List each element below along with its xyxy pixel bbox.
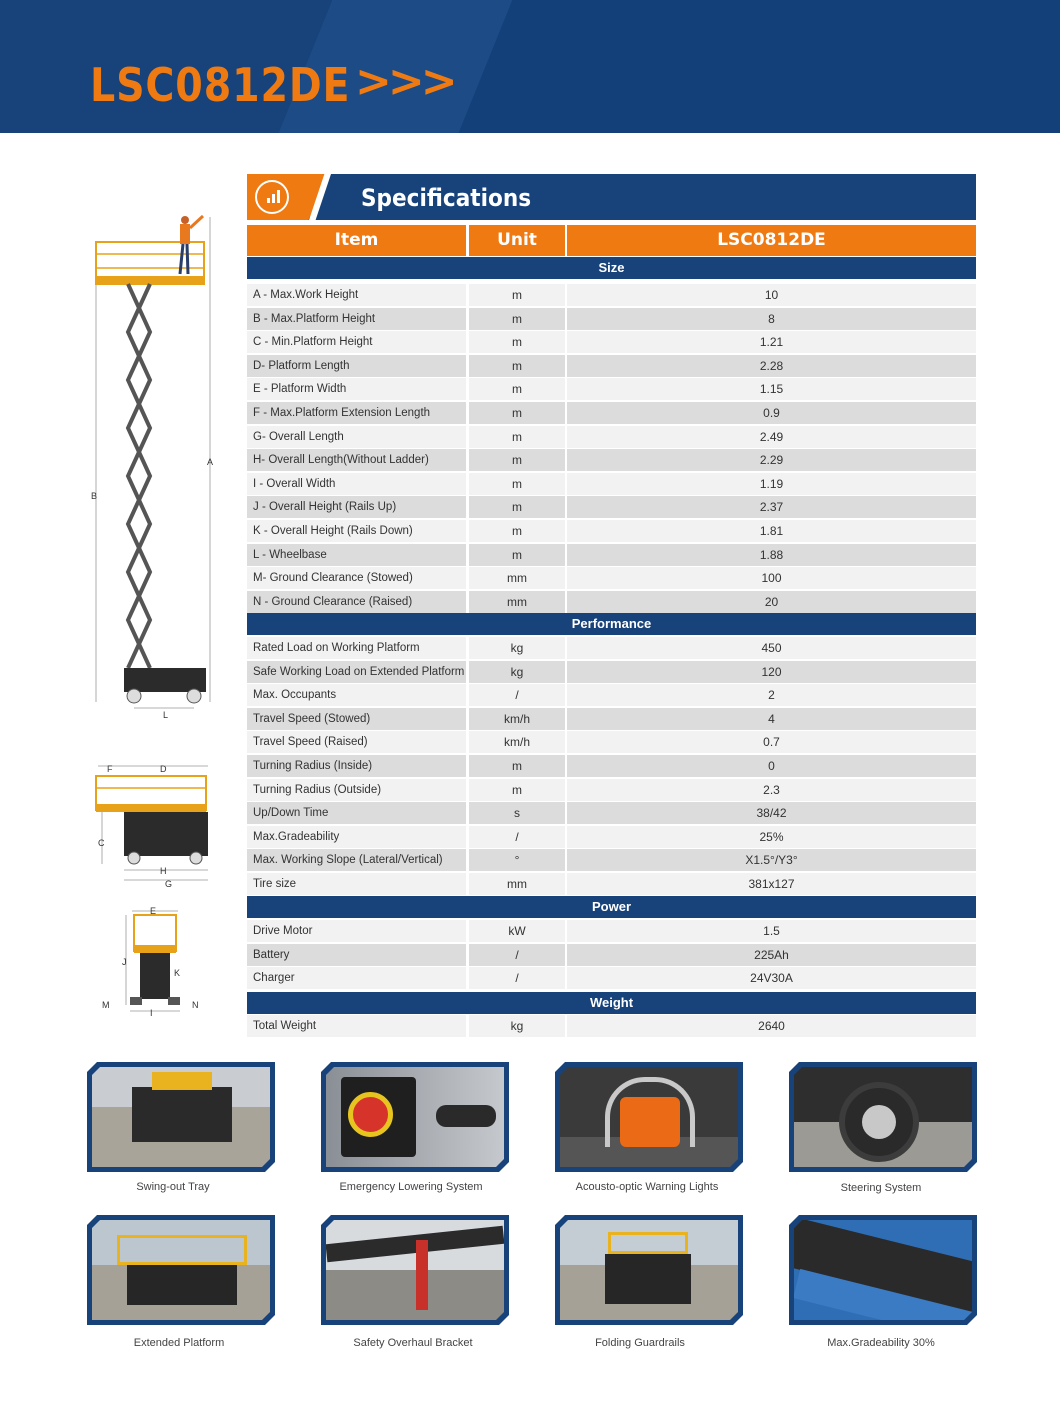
cell-unit: kW (469, 920, 565, 942)
cell-item: D- Platform Length (247, 355, 466, 377)
table-row (247, 708, 976, 730)
cell-unit: m (469, 779, 565, 801)
dim-label-k: K (174, 968, 181, 978)
table-row (247, 826, 976, 848)
cell-item: H- Overall Length(Without Ladder) (247, 449, 466, 471)
table-row (247, 920, 976, 942)
cell-item: A - Max.Work Height (247, 284, 466, 306)
cell-value: 1.15 (567, 378, 976, 400)
table-row (247, 567, 976, 589)
dim-label-c: C (98, 838, 105, 848)
cell-unit: m (469, 355, 565, 377)
table-row (247, 661, 976, 683)
cell-value: 2640 (567, 1015, 976, 1037)
cell-value: 1.21 (567, 331, 976, 353)
cell-unit: m (469, 449, 565, 471)
table-row (247, 755, 976, 777)
photo-emergency-lowering (321, 1062, 509, 1172)
cell-value: 25% (567, 826, 976, 848)
cell-unit: / (469, 967, 565, 989)
cell-value: 100 (567, 567, 976, 589)
dim-label-h: H (160, 866, 167, 876)
stowed-lift-drawing (92, 760, 214, 890)
section-header-size: Size (247, 257, 976, 279)
caption-extended-platform: Extended Platform (133, 1337, 225, 1349)
cell-unit: m (469, 378, 565, 400)
table-row (247, 591, 976, 613)
photo-steering-system (789, 1062, 977, 1172)
cell-value: 0.7 (567, 731, 976, 753)
cell-value: 20 (567, 591, 976, 613)
cell-value: 2 (567, 684, 976, 706)
section-header-performance: Performance (247, 613, 976, 635)
table-row (247, 684, 976, 706)
chart-icon (255, 180, 289, 214)
cell-unit: m (469, 331, 565, 353)
table-row (247, 402, 976, 424)
caption-max-gradeability: Max.Gradeability 30% (827, 1337, 935, 1349)
cell-item: Total Weight (247, 1015, 466, 1037)
cell-value: 2.37 (567, 496, 976, 518)
cell-unit: m (469, 402, 565, 424)
cell-unit: km/h (469, 731, 565, 753)
cell-item: Travel Speed (Raised) (247, 731, 466, 753)
cell-item: Tire size (247, 873, 466, 895)
cell-value: 1.88 (567, 544, 976, 566)
cell-value: 450 (567, 637, 976, 659)
column-header-unit: Unit (469, 225, 565, 256)
dim-label-e: E (150, 906, 157, 916)
dim-label-f: F (107, 764, 113, 774)
cell-value: 10 (567, 284, 976, 306)
table-row (247, 779, 976, 801)
cell-unit: m (469, 473, 565, 495)
table-row (247, 355, 976, 377)
cell-unit: / (469, 944, 565, 966)
photo-warning-lights (555, 1062, 743, 1172)
cell-item: E - Platform Width (247, 378, 466, 400)
specifications-header (247, 174, 976, 220)
table-row (247, 967, 976, 989)
caption-safety-bracket: Safety Overhaul Bracket (353, 1337, 473, 1349)
dim-label-a: A (207, 457, 214, 467)
cell-value: 120 (567, 661, 976, 683)
cell-unit: m (469, 755, 565, 777)
cell-unit: kg (469, 637, 565, 659)
table-row (247, 731, 976, 753)
cell-item: Max.Gradeability (247, 826, 466, 848)
cell-unit: m (469, 496, 565, 518)
caption-swing-out-tray: Swing-out Tray (136, 1181, 210, 1193)
cell-item: Travel Speed (Stowed) (247, 708, 466, 730)
dim-label-n: N (192, 1000, 199, 1010)
cell-value: 2.49 (567, 426, 976, 448)
cell-value: 2.29 (567, 449, 976, 471)
photo-max-gradeability (789, 1215, 977, 1325)
cell-unit: mm (469, 567, 565, 589)
dim-label-g: G (165, 879, 173, 889)
cell-item: Turning Radius (Inside) (247, 755, 466, 777)
table-row (247, 1015, 976, 1037)
cell-unit: s (469, 802, 565, 824)
cell-value: 8 (567, 308, 976, 330)
table-row (247, 284, 976, 306)
cell-item: Drive Motor (247, 920, 466, 942)
cell-unit: ° (469, 849, 565, 871)
table-row (247, 378, 976, 400)
cell-unit: kg (469, 1015, 565, 1037)
cell-item: Max. Occupants (247, 684, 466, 706)
cell-item: J - Overall Height (Rails Up) (247, 496, 466, 518)
table-row (247, 496, 976, 518)
cell-value: 38/42 (567, 802, 976, 824)
cell-item: I - Overall Width (247, 473, 466, 495)
column-header-model: LSC0812DE (567, 225, 976, 256)
cell-item: K - Overall Height (Rails Down) (247, 520, 466, 542)
cell-item: Max. Working Slope (Lateral/Vertical) (247, 849, 466, 871)
dim-label-d: D (160, 764, 167, 774)
specifications-title: Specifications (361, 184, 532, 212)
caption-steering-system: Steering System (840, 1182, 922, 1194)
cell-unit: mm (469, 591, 565, 613)
table-row (247, 520, 976, 542)
table-row (247, 873, 976, 895)
photo-safety-bracket (321, 1215, 509, 1325)
dim-label-j: J (122, 957, 127, 967)
cell-item: Battery (247, 944, 466, 966)
cell-value: 24V30A (567, 967, 976, 989)
cell-item: C - Min.Platform Height (247, 331, 466, 353)
photo-folding-guardrails (555, 1215, 743, 1325)
cell-value: 0 (567, 755, 976, 777)
cell-unit: m (469, 426, 565, 448)
cell-item: F - Max.Platform Extension Length (247, 402, 466, 424)
cell-item: M- Ground Clearance (Stowed) (247, 567, 466, 589)
cell-unit: / (469, 684, 565, 706)
cell-item: Charger (247, 967, 466, 989)
cell-value: 0.9 (567, 402, 976, 424)
cell-item: B - Max.Platform Height (247, 308, 466, 330)
cell-value: 1.5 (567, 920, 976, 942)
dim-label-i: I (150, 1008, 153, 1018)
cell-value: 2.28 (567, 355, 976, 377)
table-row (247, 802, 976, 824)
cell-item: G- Overall Length (247, 426, 466, 448)
table-row (247, 449, 976, 471)
photo-extended-platform (87, 1215, 275, 1325)
caption-emergency-lowering: Emergency Lowering System (339, 1181, 483, 1193)
table-row (247, 308, 976, 330)
cell-value: 2.3 (567, 779, 976, 801)
section-header-power: Power (247, 896, 976, 918)
cell-value: 1.19 (567, 473, 976, 495)
table-row (247, 331, 976, 353)
cell-item: Up/Down Time (247, 802, 466, 824)
table-row (247, 849, 976, 871)
table-row (247, 944, 976, 966)
cell-unit: kg (469, 661, 565, 683)
cell-value: 381x127 (567, 873, 976, 895)
table-row (247, 544, 976, 566)
dim-label-l: L (163, 710, 169, 720)
cell-unit: mm (469, 873, 565, 895)
cell-item: Turning Radius (Outside) (247, 779, 466, 801)
cell-unit: m (469, 544, 565, 566)
section-header-weight: Weight (247, 992, 976, 1014)
header-banner (0, 0, 1060, 133)
cell-unit: m (469, 284, 565, 306)
arrows-decoration: >>> (355, 56, 454, 107)
cell-value: 4 (567, 708, 976, 730)
cell-item: L - Wheelbase (247, 544, 466, 566)
table-row (247, 473, 976, 495)
cell-item: N - Ground Clearance (Raised) (247, 591, 466, 613)
model-title: LSC0812DE (90, 58, 351, 112)
cell-value: X1.5°/Y3° (567, 849, 976, 871)
table-row (247, 426, 976, 448)
dim-label-b: B (91, 491, 98, 501)
caption-warning-lights: Acousto-optic Warning Lights (575, 1181, 719, 1193)
photo-swing-out-tray (87, 1062, 275, 1172)
cell-value: 225Ah (567, 944, 976, 966)
cell-unit: m (469, 308, 565, 330)
cell-item: Safe Working Load on Extended Platform (247, 661, 466, 683)
caption-folding-guardrails: Folding Guardrails (595, 1337, 685, 1349)
cell-unit: km/h (469, 708, 565, 730)
column-header-item: Item (247, 225, 466, 256)
raised-lift-drawing (88, 212, 228, 722)
cell-unit: / (469, 826, 565, 848)
table-row (247, 637, 976, 659)
cell-item: Rated Load on Working Platform (247, 637, 466, 659)
dim-label-m: M (102, 1000, 110, 1010)
cell-value: 1.81 (567, 520, 976, 542)
cell-unit: m (469, 520, 565, 542)
